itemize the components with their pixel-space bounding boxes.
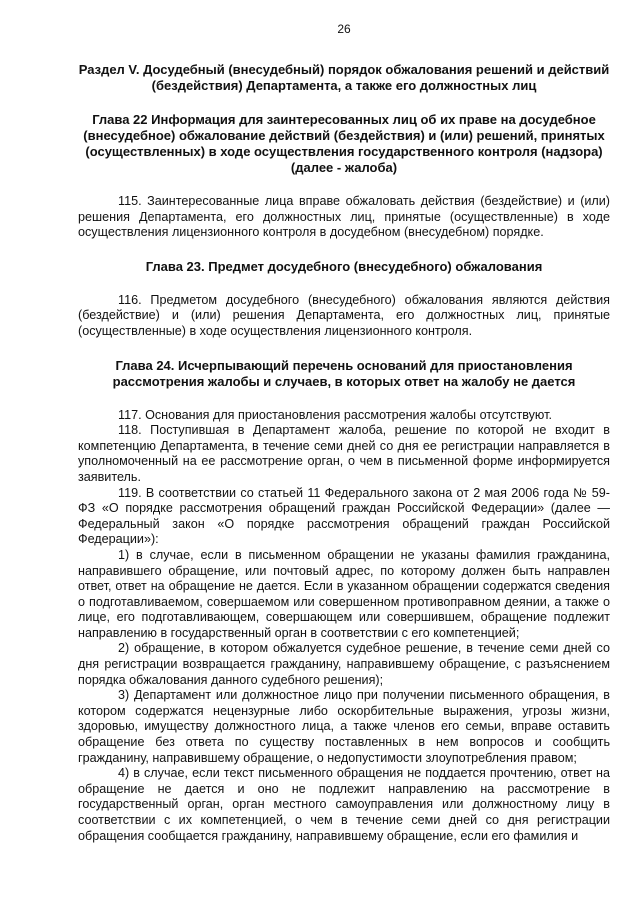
list-item-4: 4) в случае, если текст письменного обращения не поддается прочтению, ответ на обращение не дается и оно не подлежит направлению на рассмотрение в государственный орган, орган местного самоуправления или должностному лицу в соответствии с их компетенцией, о чем в течение семи дней со дня регистрации обращения сообщается гражданину, направившему обращение, если его фамилия и: [78, 766, 610, 843]
list-item-3: 3) Департамент или должностное лицо при получении письменного обращения, в котором содержатся нецензурные либо оскорбительные выражения, угрозы жизни, здоровью, имуществу должностного лица, а также членов его семьи, вправе оставить обращение без ответа по существу поставленных в нем вопросов и сообщить гражданину, направившему обращение, о недопустимости злоупотребления правом;: [78, 688, 610, 765]
document-page: [78, 22, 610, 844]
list-item-2: 2) обращение, в котором обжалуется судебное решение, в течение семи дней со дня регистрации возвращается гражданину, направившему обращение, с разъяснением порядка обжалования данного судебного решения);: [78, 641, 610, 687]
chapter-22-title: Глава 22 Информация для заинтересованных лиц об их праве на досудебное (внесудебное) обжалование действий (бездействия) и (или) решений, принятых (осуществленных) в ходе осуществления государственного контроля (надзора) (далее - жалоба): [83, 112, 605, 175]
chapter-24-title: Глава 24. Исчерпывающий перечень оснований для приостановления рассмотрения жалобы и случаев, в которых ответ на жалобу не дается: [112, 357, 576, 389]
list-item-1: 1) в случае, если в письменном обращении не указаны фамилия гражданина, направившего обращение, или почтовый адрес, по которому должен быть направлен ответ, ответ на обращение не дается. Если в указанном обращении содержатся сведения о подготавливаемом, совершаемом или совершенном противоправном деянии, а также о лице, его подготавливающем, совершающем или совершившем, обращение подлежит направлению в государственный орган в соответствии с его компетенцией;: [78, 547, 610, 640]
section-title: Раздел V. Досудебный (внесудебный) порядок обжалования решений и действий (бездействия) Департамента, а также его должностных лиц: [78, 62, 610, 93]
paragraph-116: 116. Предметом досудебного (внесудебного) обжалования являются действия (бездействие) и (или) решения Департамента, его должностных лиц, принятые (осуществленные) в ходе осуществления лицензионного контроля.: [78, 292, 610, 338]
chapter-23-title: Глава 23. Предмет досудебного (внесудебного) обжалования: [145, 258, 543, 274]
paragraph-115: 115. Заинтересованные лица вправе обжаловать действия (бездействие) и (или) решения Департамента, его должностных лиц, принятые (осуществленные) в ходе осуществления лицензионного контроля в досудебном (внесудебном) порядке.: [78, 194, 610, 240]
paragraph-117: 117. Основания для приостановления рассмотрения жалобы отсутствуют.: [118, 407, 552, 422]
paragraph-118: 118. Поступившая в Департамент жалоба, решение по которой не входит в компетенцию Департамента, в течение семи дней со дня ее регистрации направляется в уполномоченный на ее рассмотрение орган, о чем в письменной форме информируется заявитель.: [78, 423, 610, 484]
page-number: 26: [337, 22, 351, 36]
paragraph-119: 119. В соответствии со статьей 11 Федерального закона от 2 мая 2006 года № 59-ФЗ «О порядке рассмотрения обращений граждан Российской Федерации» (далее — Федеральный закон «О порядке рассмотрения обращений граждан Российской Федерации»):: [78, 485, 610, 547]
